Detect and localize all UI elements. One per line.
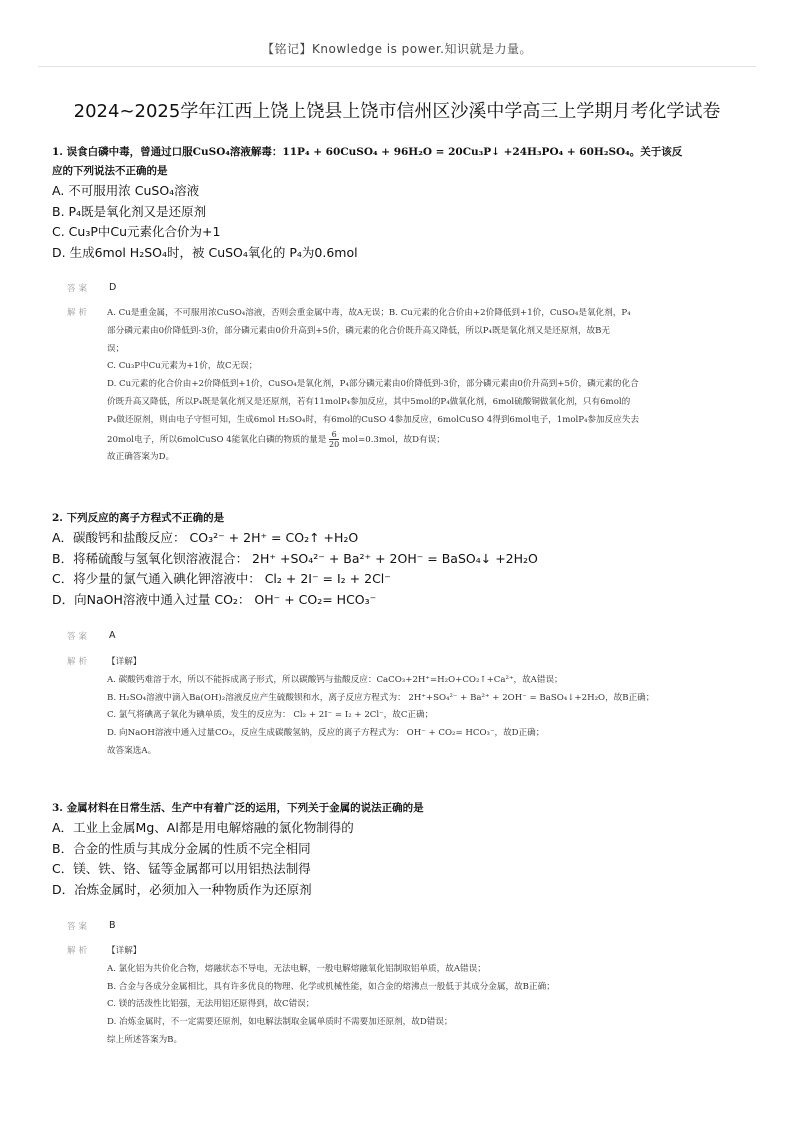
- analysis-text: [107, 305, 727, 467]
- answer-row-3: [52, 920, 742, 932]
- option-b: B. P₄既是氧化剂又是还原剂: [52, 203, 207, 219]
- option-d: D. 生成6mol H₂SO₄时，被 CuSO₄氧化的 P₄为0.6mol: [52, 244, 358, 260]
- analysis-line: A. 碳酸钙难溶于水，所以不能拆成离子形式，所以碳酸钙与盐酸反应：CaCO₃+2H⁺=H₂O+CO₂↑+Ca²⁺，故A错误；: [107, 674, 563, 685]
- option-c: C．镁、铁、铬、锰等金属都可以用铝热法制得: [52, 861, 311, 876]
- analysis-label: 解析: [67, 657, 91, 667]
- analysis-line: C. 氯气将碘离子氧化为碘单质，发生的反应为： Cl₂ + 2I⁻ = I₂ + 2Cl⁻，故C正确；: [107, 710, 434, 721]
- answer-row-1: [52, 282, 742, 294]
- analysis-line: C. 镁的活泼性比铝强，无法用铝还原得到，故C错误；: [107, 999, 315, 1010]
- question-stem: [52, 509, 742, 528]
- fraction: [329, 430, 339, 449]
- question-1: [52, 143, 742, 263]
- stem-line: 3. 金属材料在日常生活、生产中有着广泛的运用，下列关于金属的说法正确的是: [52, 802, 424, 814]
- question-stem: [52, 799, 742, 818]
- analysis-text: [107, 943, 727, 1050]
- answer-value: A: [109, 630, 116, 641]
- fraction-denominator: 20: [329, 439, 340, 449]
- analysis-line: B. H₂SO₄溶液中滴入Ba(OH)₂溶液反应产生硫酸钡和水，离子反应方程式为： 2H⁺+SO₄²⁻ + Ba²⁺ + 2OH⁻ = BaSO₄↓+2H₂O，故B正确；: [107, 692, 655, 703]
- option-c: C. Cu₃P中Cu元素化合价为+1: [52, 224, 221, 239]
- stem-line: 1. 误食白磷中毒，曾通过口服CuSO₄溶液解毒：11P₄ + 60CuSO₄ + 96H₂O = 20Cu₃P↓ +24H₃PO₄ + 60H₂SO₄。关于该反: [52, 146, 683, 158]
- answer-row-2: [52, 630, 742, 642]
- analysis-label: 解析: [67, 308, 91, 318]
- analysis-line: A. Cu是重金属，不可服用浓CuSO₄溶液，否则会重金属中毒，故A无误；B. Cu元素的化合价由+2价降低到+1价，CuSO₄是氧化剂，P₄: [107, 308, 631, 318]
- option-b: B．合金的性质与其成分金属的性质不完全相同: [52, 840, 311, 856]
- answer-label: 答案: [67, 632, 91, 642]
- stem-line: 2. 下列反应的离子方程式不正确的是: [52, 512, 225, 524]
- analysis-label: 解析: [67, 946, 91, 956]
- option-d: D．向NaOH溶液中通入过量 CO₂： OH⁻ + CO₂= HCO₃⁻: [52, 591, 377, 607]
- analysis-line-fraction: [107, 430, 727, 450]
- analysis-line: P₄做还原剂，则由电子守恒可知，生成6mol H₂SO₄时，有6mol的CuSO 4参加反应，6molCuSO 4得到6mol电子，1molP₄参加反应失去: [107, 414, 640, 425]
- option-d: D．冶炼金属时，必须加入一种物质作为还原剂: [52, 881, 312, 897]
- analysis-line: D. 向NaOH溶液中通入过量CO₂，反应生成碳酸氢钠，反应的离子方程式为： OH⁻ + CO₂= HCO₃⁻，故D正确；: [107, 728, 545, 739]
- analysis-block-2: [52, 654, 742, 761]
- analysis-line: B. 合金与各成分金属相比，具有许多优良的物理、化学或机械性能，如合金的熔沸点一般低于其成分金属，故B正确；: [107, 981, 555, 992]
- analysis-line: 误；: [107, 343, 125, 354]
- question-2: [52, 509, 742, 610]
- analysis-line: 【详解】: [107, 657, 142, 667]
- question-3: [52, 799, 742, 900]
- header-divider: [38, 66, 756, 67]
- answer-label: 答案: [67, 284, 91, 294]
- analysis-line: 部分磷元素由0价降低到-3价，部分磷元素由0价升高到+5价，磷元素的化合价既升高又降低，所以P₄既是氧化剂又是还原剂，故B无: [107, 325, 610, 336]
- analysis-line: 故正确答案为D。: [107, 452, 175, 463]
- answer-value: D: [109, 282, 117, 293]
- analysis-line: D. 冶炼金属时，不一定需要还原剂，如电解法制取金属单质时不需要加还原剂，故D错误；: [107, 1017, 453, 1028]
- analysis-block-3: [52, 943, 742, 1050]
- option-a: A. 不可服用浓 CuSO₄溶液: [52, 183, 200, 198]
- answer-value: B: [109, 920, 116, 931]
- answer-label: 答案: [67, 922, 91, 932]
- analysis-text: [107, 654, 727, 761]
- option-c: C．将少量的氯气通入碘化钾溶液中： Cl₂ + 2I⁻ = I₂ + 2Cl⁻: [52, 571, 391, 586]
- fraction-numerator: 6: [329, 430, 339, 440]
- analysis-line: C. Cu₃P中Cu元素为+1价，故C无误；: [107, 361, 258, 372]
- analysis-line: 故答案选A。: [107, 745, 157, 756]
- doc-title: 2024~2025学年江西上饶上饶县上饶市信州区沙溪中学高三上学期月考化学试卷: [73, 101, 721, 122]
- option-b: B．将稀硫酸与氢氧化钡溶液混合： 2H⁺ +SO₄²⁻ + Ba²⁺ + 2OH⁻ = BaSO₄↓ +2H₂O: [52, 550, 538, 566]
- stem-line: 应的下列说法不正确的是: [52, 165, 168, 177]
- analysis-line: D. Cu元素的化合价由+2价降低到+1价，CuSO₄是氧化剂，P₄部分磷元素由0价降低到-3价，部分磷元素由0价升高到+5价，磷元素的化合: [107, 379, 639, 390]
- analysis-fragment: mol=0.3mol，故D有误；: [341, 434, 445, 445]
- analysis-block-1: [52, 305, 742, 467]
- analysis-line: 【详解】: [107, 946, 142, 956]
- question-stem: [52, 143, 742, 181]
- option-a: A．碳酸钙和盐酸反应： CO₃²⁻ + 2H⁺ = CO₂↑ +H₂O: [52, 530, 359, 545]
- analysis-line: A. 氯化铝为共价化合物，熔融状态不导电，无法电解，一般电解熔融氧化铝制取铝单质，故A错误；: [107, 963, 486, 974]
- analysis-line: 综上所述答案为B。: [107, 1034, 183, 1045]
- analysis-fragment: 20mol电子，所以6molCuSO 4能氧化白磷的物质的量是: [107, 434, 327, 445]
- header-motto: 【铭记】Knowledge is power.知识就是力量。: [262, 42, 532, 56]
- option-a: A．工业上金属Mg、Al都是用电解熔融的氯化物制得的: [52, 820, 354, 835]
- analysis-line: 价既升高又降低，所以P₄既是氧化剂又是还原剂，若有11molP₄参加反应，其中5mol的P₄做氧化剂，6mol硫酸铜做氧化剂，只有6mol的: [107, 396, 631, 407]
